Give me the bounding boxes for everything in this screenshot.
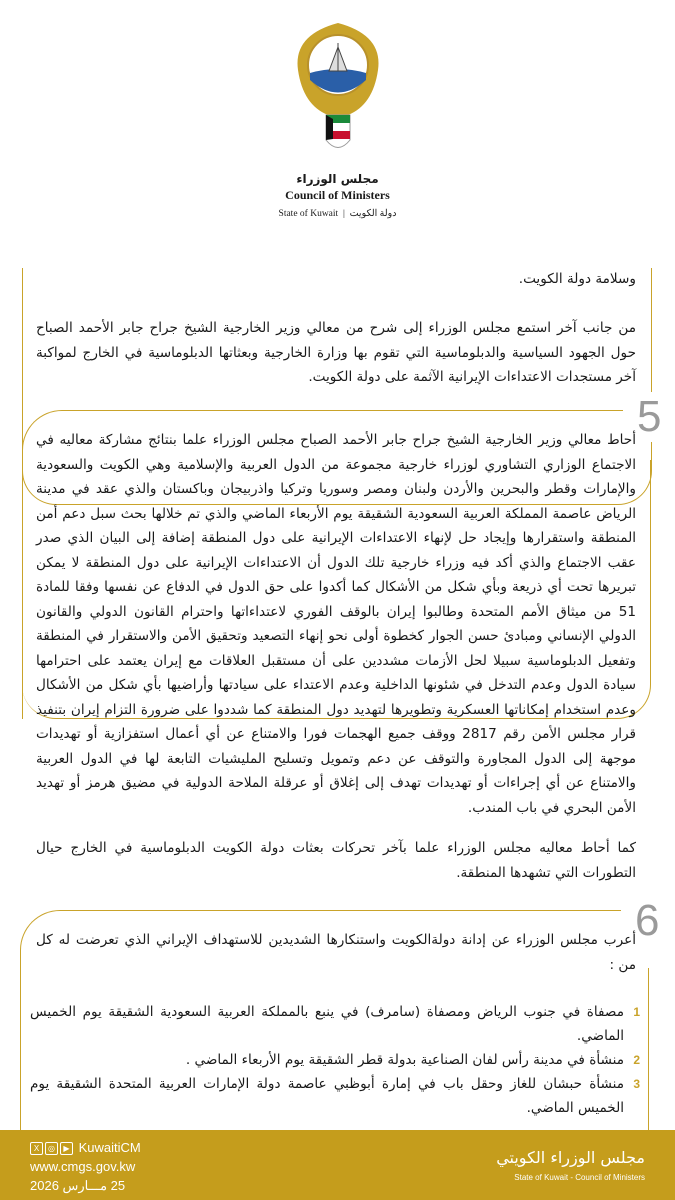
- social-handle[interactable]: KuwaitiCM: [78, 1140, 141, 1155]
- org-name-en: State of Kuwait - Council of Ministers: [514, 1173, 645, 1182]
- org-name-ar: مجلس الوزراء الكويتي: [496, 1148, 645, 1167]
- item-text: مصفاة في جنوب الرياض ومصفاة (سامرف) في ينبع بالمملكة العربية السعودية الشقيقة يوم الخميس الماضي.: [30, 1004, 624, 1044]
- item-number: 1: [633, 1005, 640, 1019]
- list-item: [30, 1072, 640, 1120]
- item-text: منشأة حبشان للغاز وحقل باب في إمارة أبوظبي عاصمة دولة الإمارات العربية المتحدة الشقيقة يوم الخميس الماضي.: [30, 1076, 624, 1116]
- footer: [0, 1130, 675, 1200]
- youtube-icon[interactable]: ▶: [60, 1142, 73, 1155]
- section6-right-border: [648, 968, 649, 1130]
- section5-number: 5: [634, 392, 664, 442]
- list-item: [30, 1000, 640, 1048]
- header-title-ar: مجلس الوزراء: [296, 172, 379, 186]
- date: 25 مـــارس 2026: [30, 1178, 126, 1193]
- header-title-en: Council of Ministers: [285, 188, 390, 202]
- section6-list: [30, 1000, 640, 1120]
- header: [0, 15, 675, 219]
- section-prev-paragraph: من جانب آخر استمع مجلس الوزراء إلى شرح من معالي وزير الخارجية الشيخ جراح جابر الأحمد الصباح حول الجهود السياسية والدبلوماسية التي تقوم بها وزارة الخارجية وبعثاتها الدبلوماسية في الخارج لمواكبة آخر مستجدات الاعتداءات الإيرانية الآثمة على دولة الكويت.: [36, 320, 636, 385]
- state-ar: دولة الكويت: [349, 209, 397, 219]
- header-state: State of Kuwait | دولة الكويت: [278, 209, 397, 219]
- website-link[interactable]: www.cmgs.gov.kw: [30, 1159, 136, 1174]
- item-number: 2: [633, 1053, 640, 1067]
- list-item: [30, 1048, 640, 1072]
- instagram-icon[interactable]: ◎: [45, 1142, 58, 1155]
- footer-org: [496, 1148, 645, 1182]
- section6-intro: أعرب مجلس الوزراء عن إدانة دولةالكويت واستنكارها الشديدين للاستهداف الإيراني الذي تعرضت له كل من :: [36, 932, 636, 973]
- state-en: State of Kuwait: [278, 209, 339, 219]
- item-text: منشأة في مدينة رأس لفان الصناعية بدولة قطر الشقيقة يوم الأربعاء الماضي .: [185, 1052, 624, 1068]
- section-prev-line: وسلامة دولة الكويت.: [518, 271, 636, 287]
- section5-paragraph-2: كما أحاط معاليه مجلس الوزراء علما بآخر تحركات بعثات دولة الكويت الدبلوماسية في الخارج حيال التطورات التي تشهدها المنطقة.: [36, 840, 636, 881]
- section5-paragraph: أحاط معالي وزير الخارجية الشيخ جراح جابر الأحمد الصباح مجلس الوزراء علما بنتائج مشاركة معاليه في الاجتماع الوزاري التشاوري لوزراء خارجية مجموعة من الدول العربية والإسلامية وهي الكويت والسعودية والإمارات وقطر والبحرين والأردن ولبنان ومصر وسوريا وتركيا واذربيجان وباكستان والذي عقد في مدينة الرياض عاصمة المملكة العربية السعودية الشقيقة يوم الأربعاء الماضي والذي تم خلالها بحث سبل دعم أمن المنطقة واستقرارها وإيجاد حل لإنهاء الاعتداءات الإيرانية على دول المنطقة إضافة إلى البيان الذي صدر عقب الاجتماع والذي أكد فيه وزراء خارجية تلك الدول أن الاعتداءات الإيرانية على دول المنطقة لا يمكن تبريرها تحت أي ذريعة وبأي شكل من الأشكال كما أكدوا على حق الدول في الدفاع عن نفسها وفقا للمادة 51 من ميثاق الأمم المتحدة وطالبوا إيران بالوقف الفوري لاعتداءاتها واحترام القانون الدولي والقانون الدولي الإنساني ومبادئ حسن الجوار كخطوة أولى نحو إنهاء التصعيد وتحقيق الأمن والاستقرار في المنطقة وتفعيل الدبلوماسية سبيلا لحل الأزمات مشددين على أن مستقبل العلاقات مع إيران يعتمد على احترامها سيادة الدول وعدم التدخل في شئونها الداخلية وعدم الاعتداء على سيادتها وأراضيها بأي شكل من الأشكال وعدم استخدام إمكاناتها العسكرية وتطويرها لتهديد دول المنطقة كما شددوا على ضرورة التزام إيران بتنفيذ قرار مجلس الأمن رقم 2817 ووقف جميع الهجمات فورا والامتناع عن أي أعمال استفزازية أو تهديدات موجهة إلى الدول المجاورة والتوقف عن دعم وتمويل وتسليح المليشيات التابعة لها في الدول العربية والامتناع عن أي إجراءات أو تهديدات تهدف إلى إغلاق أو عرقلة الملاحة الدولية في مضيق هرمز أو تهديد الأمن البحري في باب المندب.: [36, 432, 636, 816]
- x-icon[interactable]: X: [30, 1142, 43, 1155]
- item-number: 3: [633, 1077, 640, 1091]
- section6-number: 6: [632, 896, 662, 946]
- kuwait-emblem-icon: [293, 15, 383, 160]
- footer-contact: [30, 1138, 141, 1195]
